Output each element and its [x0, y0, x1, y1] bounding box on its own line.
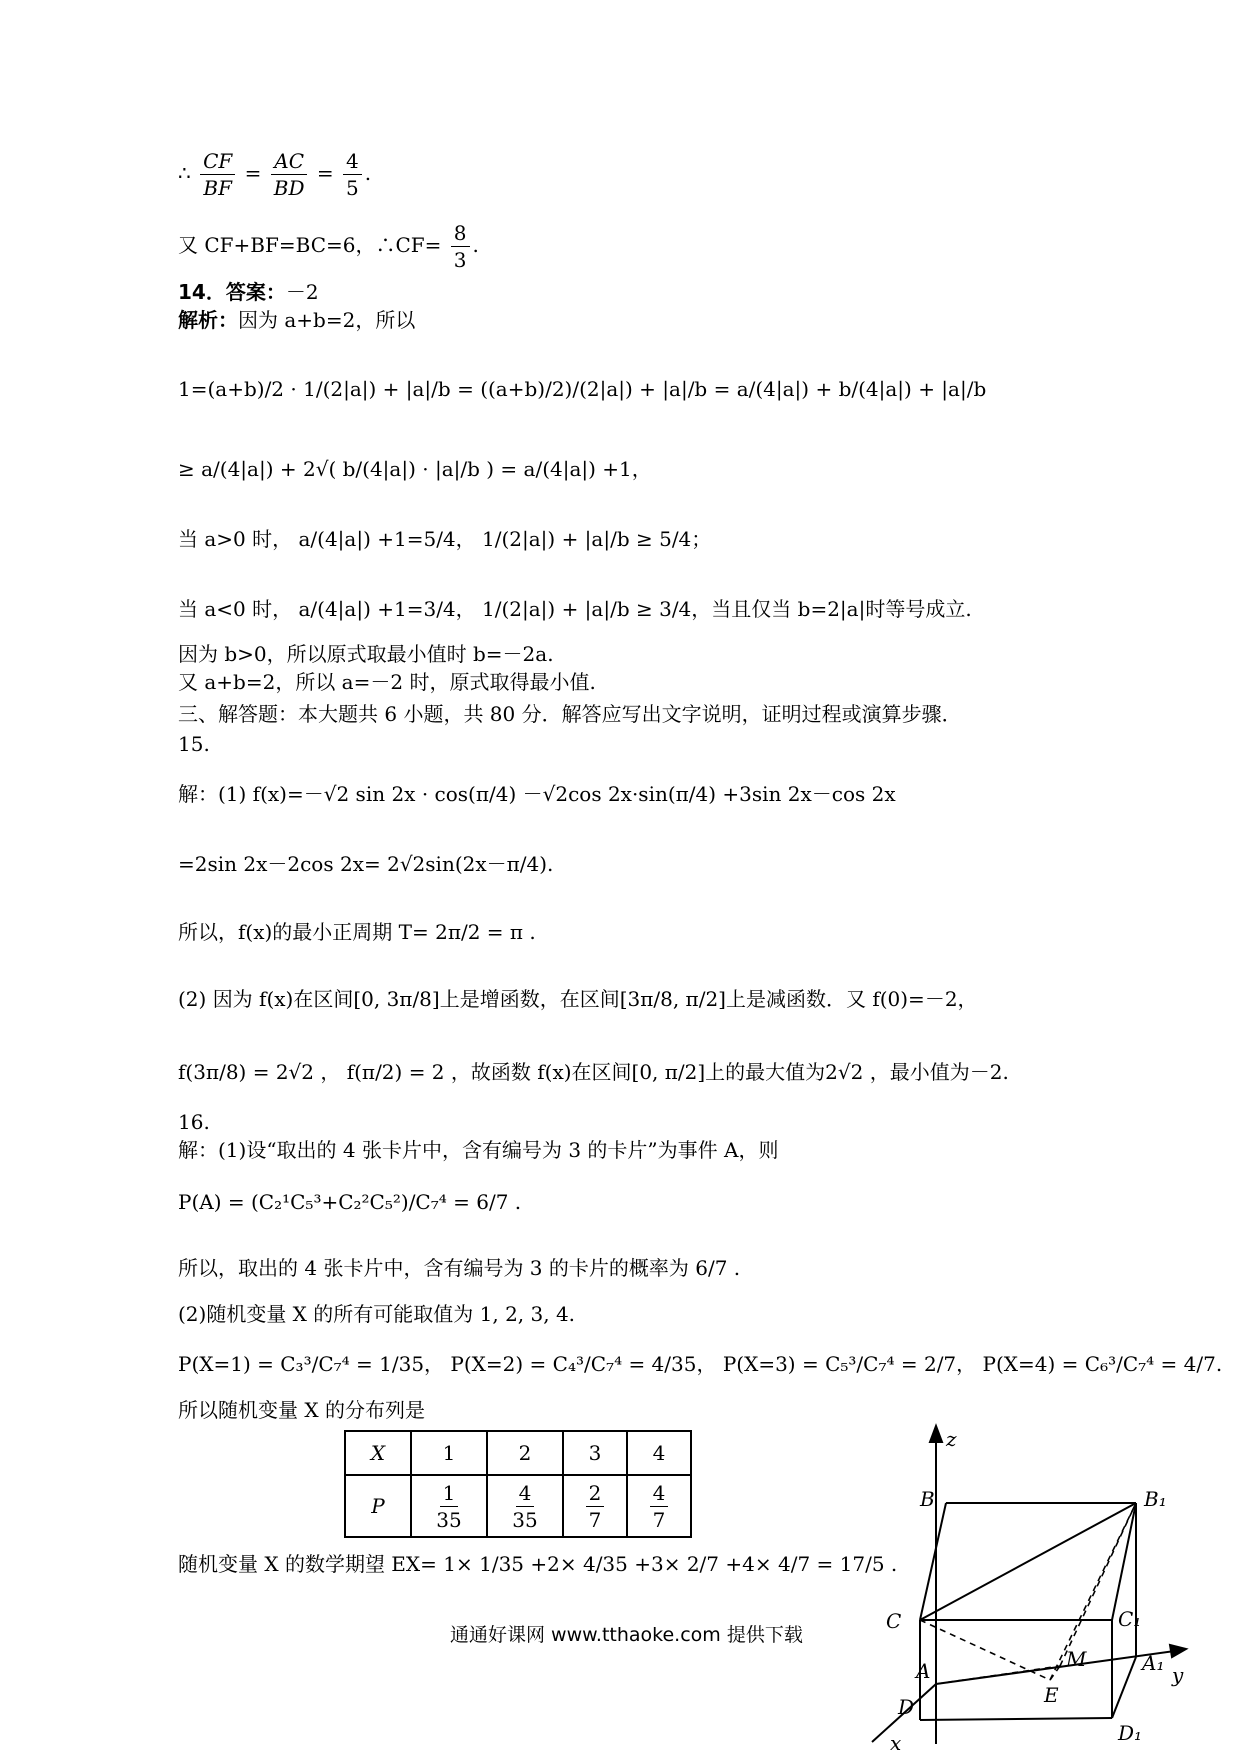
table-cell: X — [345, 1431, 411, 1475]
s16-prob-a: P(A) = (C₂¹C₅³+C₂²C₅²)/C₇⁴ = 6/7 . — [178, 1190, 522, 1214]
s15-line2: =2sin 2x－2cos 2x= 2√2sin(2x－π/4). — [178, 852, 554, 876]
label-x: x — [890, 1731, 902, 1754]
table-cell: P — [345, 1475, 411, 1537]
dashed-e-b1 — [1050, 1503, 1136, 1680]
s16-part2: (2)随机变量 X 的所有可能取值为 1, 2, 3, 4. — [178, 1302, 576, 1326]
table-cell: 3 — [563, 1431, 627, 1475]
s14-case-pos: 当 a>0 时， a/(4|a|) +1=5/4， 1/(2|a|) + |a|/b ≥ 5/4； — [178, 527, 712, 551]
s15-period: 所以，f(x)的最小正周期 T= 2π/2 = π . — [178, 920, 536, 944]
s14-answer: 14．答案：－2 — [178, 280, 319, 304]
edge-c-b1 — [920, 1503, 1136, 1620]
s13-ratio: ∴ $\frac{CF}{BF}$ = $\frac{AC}{BD}$ = $\frac{4}{5}$ . — [178, 149, 372, 200]
label-y: y — [1172, 1663, 1184, 1687]
footer-watermark: 通通好课网 www.tthaoke.com 提供下载 — [450, 1624, 803, 1646]
table-cell: $\frac{2}{7}$ — [563, 1475, 627, 1537]
distribution-table — [344, 1430, 692, 1538]
table-cell: 2 — [487, 1431, 563, 1475]
s16-number: 16. — [178, 1110, 210, 1134]
table-row — [345, 1475, 691, 1537]
label-d1: D₁ — [1118, 1721, 1143, 1745]
label-a1: A₁ — [1142, 1651, 1165, 1675]
label-b: B — [920, 1487, 935, 1511]
edge-d-d1 — [920, 1718, 1112, 1720]
table-cell: $\frac{1}{35}$ — [411, 1475, 487, 1537]
s14-eq2: ≥ a/(4|a|) + 2√( b/(4|a|) · |a|/b ) = a/(4|a|) +1， — [178, 457, 652, 481]
s15-part2: (2) 因为 f(x)在区间[0, 3π/8]上是增函数，在区间[3π/8, π/2]上是减函数．又 f(0)=－2， — [178, 987, 978, 1011]
s15-extrema: f(3π/8) = 2√2 ， f(π/2) = 2 ，故函数 f(x)在区间[0, π/2]上的最大值为2√2 ，最小值为－2. — [178, 1060, 1009, 1084]
table-cell: 4 — [627, 1431, 691, 1475]
y-axis-arrow — [1170, 1645, 1186, 1657]
label-c: C — [886, 1609, 902, 1633]
s14-a-line: 又 a+b=2，所以 a=－2 时，原式取得最小值. — [178, 670, 596, 694]
label-e: E — [1044, 1683, 1059, 1707]
prism-figure — [860, 1420, 1200, 1754]
label-c1: C₁ — [1118, 1607, 1142, 1631]
label-d: D — [898, 1695, 915, 1719]
s16-probabilities: P(X=1) = C₃³/C₇⁴ = 1/35， P(X=2) = C₄³/C₇⁴ = 4/35， P(X=3) = C₅³/C₇⁴ = 2/7， P(X=4) = C₆³/C₇⁴ = 4/7. — [178, 1352, 1223, 1376]
label-a: A — [916, 1659, 931, 1683]
z-axis-arrow — [930, 1426, 942, 1442]
s14-analysis: 解析：因为 a+b=2，所以 — [178, 308, 416, 332]
s16-dist-intro: 所以随机变量 X 的分布列是 — [178, 1398, 425, 1422]
edge-c1-b1 — [1112, 1503, 1136, 1620]
s16-conclusion: 所以，取出的 4 张卡片中，含有编号为 3 的卡片的概率为 6/7 . — [178, 1256, 741, 1280]
s14-b-line: 因为 b>0，所以原式取最小值时 b=－2a. — [178, 642, 554, 666]
table-cell: $\frac{4}{7}$ — [627, 1475, 691, 1537]
s14-case-neg: 当 a<0 时， a/(4|a|) +1=3/4， 1/(2|a|) + |a|/b ≥ 3/4，当且仅当 b=2|a|时等号成立. — [178, 597, 972, 621]
section-3-heading: 三、解答题：本大题共 6 小题，共 80 分．解答应写出文字说明，证明过程或演算步骤． — [178, 702, 962, 726]
edge-d1-a1 — [1112, 1657, 1136, 1718]
s15-line1: 解：(1) f(x)=－√2 sin 2x · cos(π/4) －√2cos 2x·sin(π/4) +3sin 2x－cos 2x — [178, 782, 896, 806]
edge-b-c — [920, 1503, 946, 1620]
label-z: z — [946, 1427, 957, 1451]
s16-expectation: 随机变量 X 的数学期望 EX= 1× 1/35 +2× 4/35 +3× 2/7 +4× 4/7 = 17/5 . — [178, 1552, 898, 1576]
dashed-c-e — [920, 1620, 1050, 1680]
table-row — [345, 1431, 691, 1475]
s15-number: 15. — [178, 732, 210, 756]
label-b1: B₁ — [1144, 1487, 1167, 1511]
s14-eq1: 1=(a+b)/2 · 1/(2|a|) + |a|/b = ((a+b)/2)/(2|a|) + |a|/b = a/(4|a|) + b/(4|a|) + |a|/b — [178, 377, 987, 401]
s13-cf-value: 又 CF+BF=BC=6，∴CF= $\frac{8}{3}$ . — [178, 221, 479, 272]
table-cell: $\frac{4}{35}$ — [487, 1475, 563, 1537]
label-m: M — [1066, 1647, 1087, 1671]
s16-line1: 解：(1)设“取出的 4 张卡片中，含有编号为 3 的卡片”为事件 A，则 — [178, 1138, 779, 1162]
table-cell: 1 — [411, 1431, 487, 1475]
